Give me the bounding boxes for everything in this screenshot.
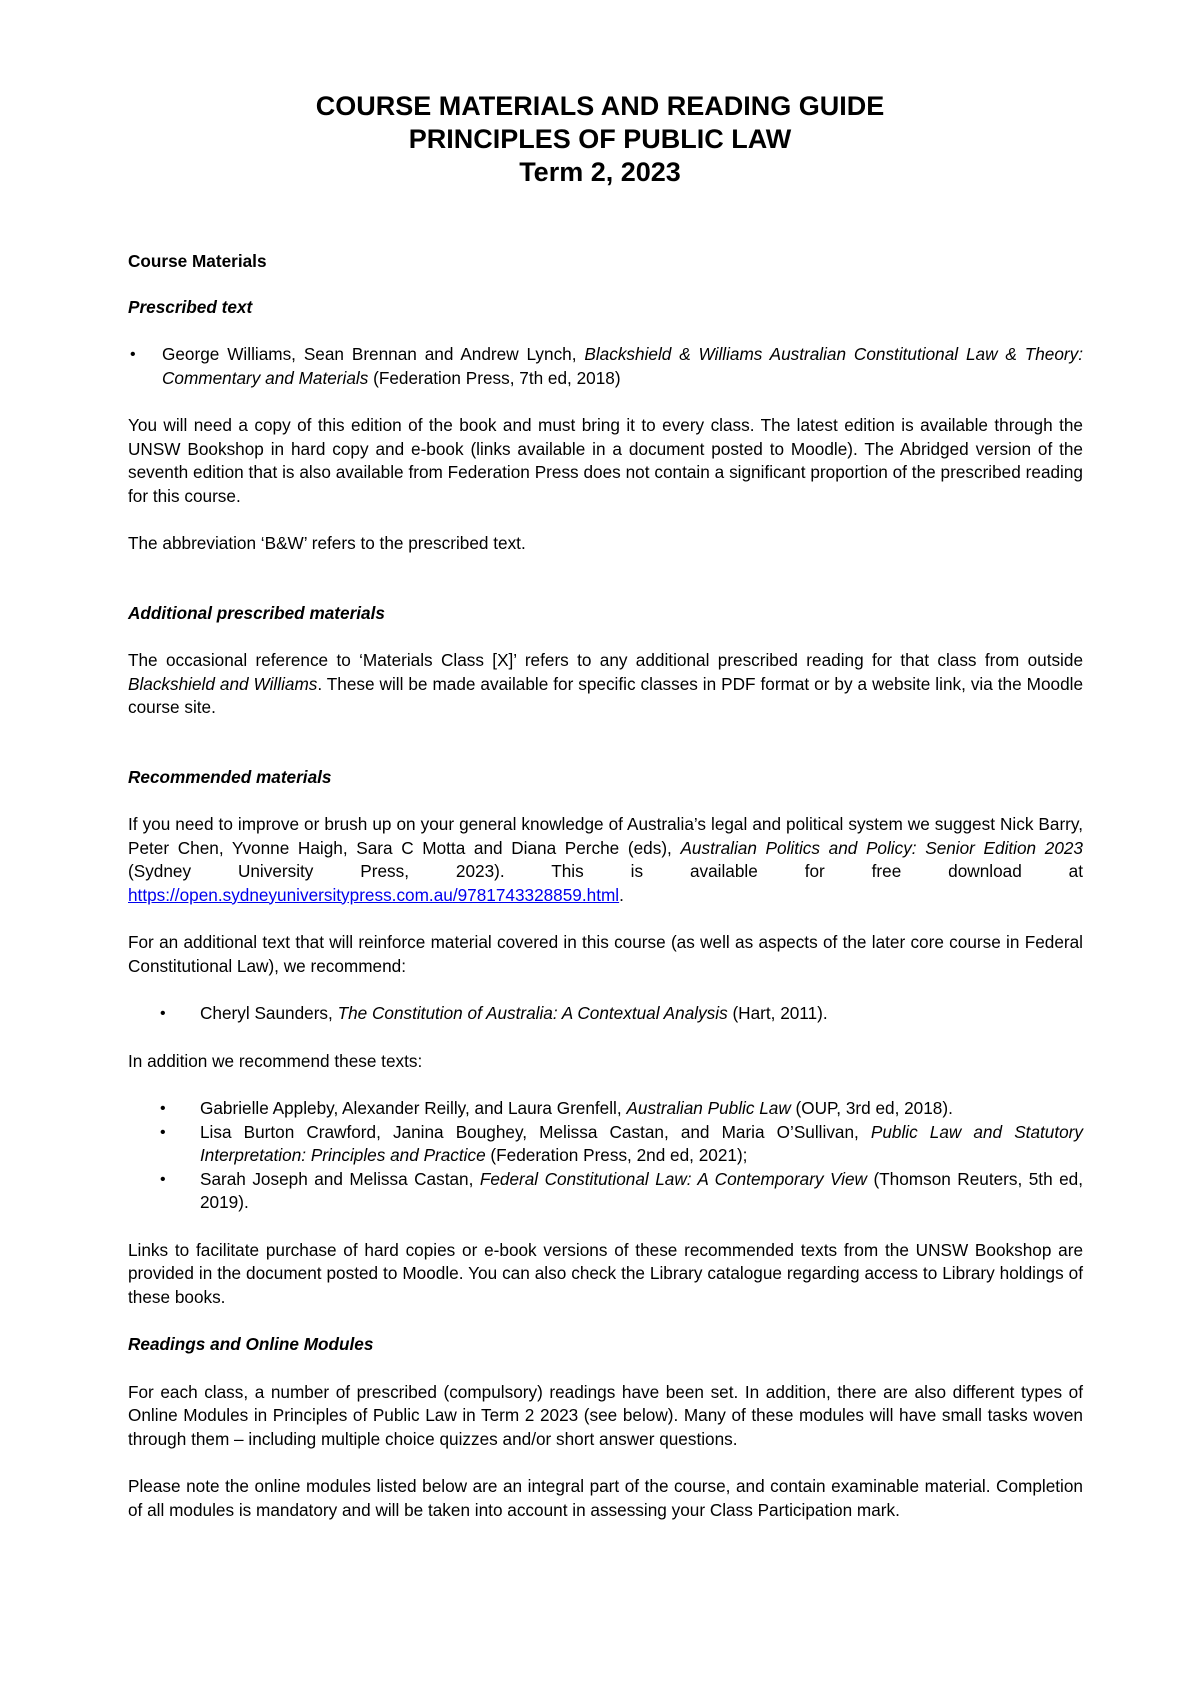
- document-title: [0, 90, 1200, 189]
- bullet-icon: •: [160, 1005, 166, 1022]
- list-item: • Gabrielle Appleby, Alexander Reilly, and Laura Grenfell, Australian Public Law (OUP, 3rd ed, 2018).: [128, 1097, 1083, 1121]
- recommended-texts-list: [128, 1097, 1083, 1215]
- readings-heading: Readings and Online Modules: [128, 1334, 374, 1354]
- list-item: • Cheryl Saunders, The Constitution of Australia: A Contextual Analysis (Hart, 2011).: [128, 1002, 1083, 1026]
- additional-materials-heading: Additional prescribed materials: [128, 602, 385, 623]
- list-item: • Lisa Burton Crawford, Janina Boughey, Melissa Castan, and Maria O’Sullivan, Public Law and Statutory Interpretation: Principles and Practice (Federation Press, 2nd ed, 2021);: [160, 1121, 1083, 1165]
- prescribed-text-list: [128, 343, 1083, 390]
- course-materials-heading: Course Materials: [128, 251, 267, 271]
- recommended-paragraph-2: For an additional text that will reinforce material covered in this course (as well as aspects of the later core course in Federal Constitutional Law), we recommend:: [128, 932, 1083, 976]
- bullet-icon: •: [160, 1123, 166, 1141]
- recommended-paragraph-4: Links to facilitate purchase of hard copies or e-book versions of these recommended texts from the UNSW Bookshop are provided in the document posted to Moodle. You can also check the Library catalogue regarding access to Library holdings of these books.: [128, 1239, 1083, 1307]
- download-link[interactable]: https://open.sydneyuniversitypress.com.au/9781743328859.html: [128, 884, 620, 905]
- recommended-paragraph-1: If you need to improve or brush up on your general knowledge of Australia’s legal and political system we suggest Nick Barry, Peter Chen, Yvonne Haigh, Sara C Motta and Diana Perche (eds), Australian Politics and Policy: Senior Edition 2023 (Sydney University Press, 2023). This is available for free download at https://open.sydneyuniversitypress.com.au/9781743328859.html.: [128, 814, 1083, 905]
- bullet-icon: •: [160, 1100, 166, 1117]
- abbreviation-paragraph: The abbreviation ‘B&W’ refers to the prescribed text.: [128, 533, 526, 553]
- readings-paragraph-2: Please note the online modules listed below are an integral part of the course, and contain examinable material. Completion of all modules is mandatory and will be taken into account in assessing your Class Participation mark.: [128, 1476, 1083, 1520]
- prescribed-text-heading: Prescribed text: [128, 296, 253, 317]
- bullet-icon: •: [130, 346, 136, 363]
- title-line-1: COURSE MATERIALS AND READING GUIDE: [315, 91, 885, 121]
- list-item: • George Williams, Sean Brennan and Andrew Lynch, Blackshield & Williams Australian Constitutional Law & Theory: Commentary and Materials (Federation Press, 7th ed, 2018): [130, 344, 1083, 388]
- title-line-3: Term 2, 2023: [519, 157, 681, 187]
- readings-paragraph-1: For each class, a number of prescribed (compulsory) readings have been set. In addition, there are also different types of Online Modules in Principles of Public Law in Term 2 2023 (see below). Many of these modules will have small tasks woven through them – including multiple choice quizzes and/or short answer questions.: [128, 1381, 1083, 1449]
- list-item: • Sarah Joseph and Melissa Castan, Federal Constitutional Law: A Contemporary View (Thomson Reuters, 5th ed, 2019).: [160, 1168, 1083, 1212]
- recommended-materials-heading: Recommended materials: [128, 766, 332, 787]
- title-line-2: PRINCIPLES OF PUBLIC LAW: [408, 124, 792, 154]
- saunders-list: [128, 1002, 1083, 1026]
- additional-materials-paragraph: The occasional reference to ‘Materials Class [X]’ refers to any additional prescribed reading for that class from outside Blackshield and Williams. These will be made available for specific classes in PDF format or by a website link, via the Moodle course site.: [128, 650, 1084, 717]
- prescribed-text-paragraph: You will need a copy of this edition of the book and must bring it to every class. The latest edition is available through the UNSW Bookshop in hard copy and e-book (links available in a document posted to Moodle). The Abridged version of the seventh edition that is also available from Federation Press does not contain a significant proportion of the prescribed reading for this course.: [128, 415, 1083, 506]
- bullet-icon: •: [160, 1170, 166, 1188]
- recommended-paragraph-3: In addition we recommend these texts:: [128, 1050, 423, 1071]
- document-body: [128, 90, 1083, 1522]
